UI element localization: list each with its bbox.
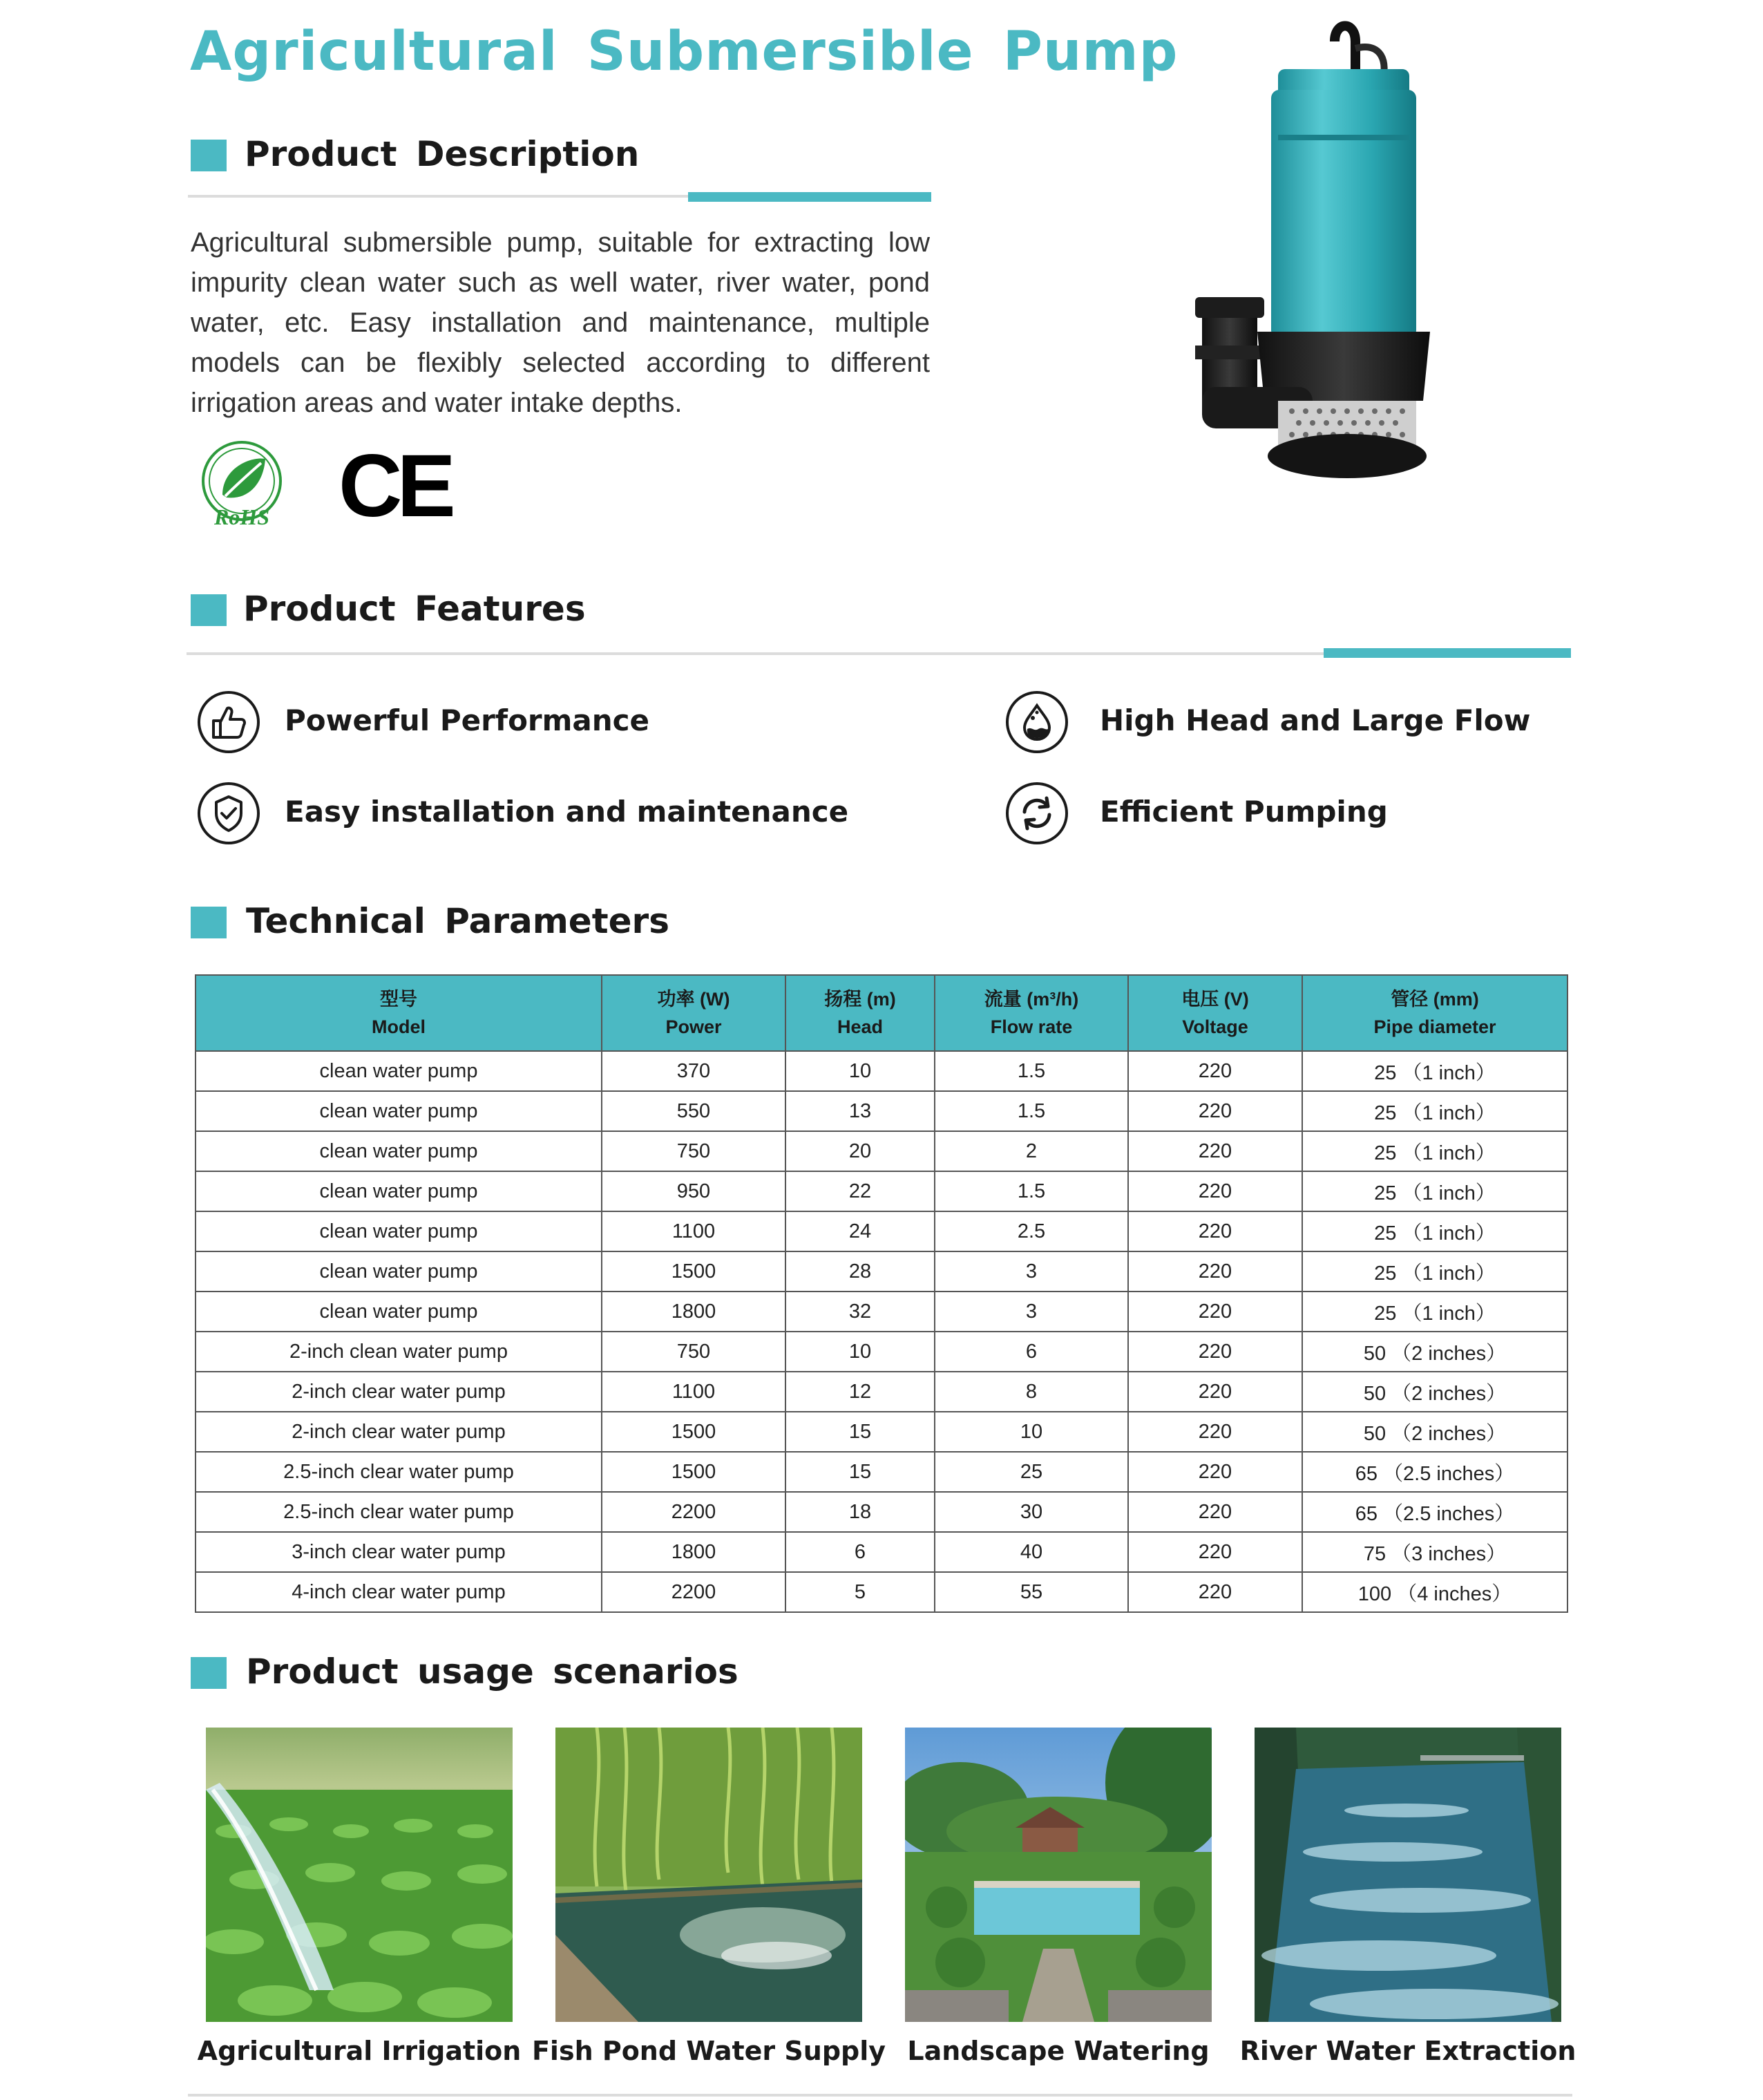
cell-voltage: 220 xyxy=(1128,1171,1302,1211)
feature-powerful-performance: Powerful Performance xyxy=(285,703,650,737)
column-header-cn: 扬程 (m) xyxy=(824,989,896,1010)
section-marker xyxy=(191,140,227,171)
ce-mark: CE xyxy=(339,437,450,536)
cell-pipe-diameter: 25 （1 inch） xyxy=(1302,1211,1567,1251)
cell-model: 2.5-inch clear water pump xyxy=(196,1492,602,1532)
cell-flow-rate: 3 xyxy=(935,1251,1128,1292)
cell-voltage: 220 xyxy=(1128,1211,1302,1251)
cell-voltage: 220 xyxy=(1128,1492,1302,1532)
cell-head: 13 xyxy=(785,1091,935,1131)
cell-head: 22 xyxy=(785,1171,935,1211)
scenario-label-fish-pond: Fish Pond Water Supply xyxy=(531,2036,886,2066)
cell-pipe-diameter: 50 （2 inches） xyxy=(1302,1372,1567,1412)
feature-high-head-large-flow: High Head and Large Flow xyxy=(1100,703,1531,737)
cell-power: 750 xyxy=(602,1131,785,1171)
water-drop-icon xyxy=(1006,691,1068,753)
cell-pipe-diameter: 25 （1 inch） xyxy=(1302,1131,1567,1171)
column-header-en: Power xyxy=(665,1016,722,1037)
scenario-image-fish-pond xyxy=(555,1728,862,2022)
cell-voltage: 220 xyxy=(1128,1251,1302,1292)
scenario-label-landscape: Landscape Watering xyxy=(907,2036,1210,2066)
cell-model: clean water pump xyxy=(196,1131,602,1171)
cell-voltage: 220 xyxy=(1128,1292,1302,1332)
cell-voltage: 220 xyxy=(1128,1452,1302,1492)
column-header-voltage xyxy=(1128,975,1302,1051)
section-marker xyxy=(191,594,227,626)
cell-pipe-diameter: 25 （1 inch） xyxy=(1302,1051,1567,1091)
rohs-text: RoHS xyxy=(213,504,270,529)
cell-head: 15 xyxy=(785,1452,935,1492)
cell-power: 1500 xyxy=(602,1412,785,1452)
rohs-badge xyxy=(195,441,289,535)
table-row xyxy=(196,1211,1567,1251)
cell-head: 10 xyxy=(785,1051,935,1091)
section-marker xyxy=(191,1657,227,1689)
table-row xyxy=(196,1251,1567,1292)
table-row xyxy=(196,1171,1567,1211)
cell-power: 1800 xyxy=(602,1292,785,1332)
feature-efficient-pumping: Efficient Pumping xyxy=(1100,795,1388,829)
cell-flow-rate: 8 xyxy=(935,1372,1128,1412)
cell-power: 750 xyxy=(602,1332,785,1372)
column-header-head xyxy=(785,975,935,1051)
cell-flow-rate: 10 xyxy=(935,1412,1128,1452)
cell-voltage: 220 xyxy=(1128,1051,1302,1091)
cell-pipe-diameter: 100 （4 inches） xyxy=(1302,1572,1567,1612)
cell-power: 1800 xyxy=(602,1532,785,1572)
cell-head: 24 xyxy=(785,1211,935,1251)
features-heading: Product Features xyxy=(243,589,586,629)
pump-product-image xyxy=(1174,14,1437,484)
column-header-en: Model xyxy=(372,1016,426,1037)
cell-voltage: 220 xyxy=(1128,1572,1302,1612)
refresh-icon xyxy=(1006,782,1068,844)
cell-power: 2200 xyxy=(602,1572,785,1612)
feature-easy-installation: Easy installation and maintenance xyxy=(285,795,849,829)
cell-model: clean water pump xyxy=(196,1051,602,1091)
column-header-flow-rate xyxy=(935,975,1128,1051)
cell-flow-rate: 25 xyxy=(935,1452,1128,1492)
cell-model: 2-inch clear water pump xyxy=(196,1372,602,1412)
table-row xyxy=(196,1131,1567,1171)
column-header-cn: 流量 (m³/h) xyxy=(984,989,1079,1010)
cell-voltage: 220 xyxy=(1128,1131,1302,1171)
scenario-image-river xyxy=(1255,1728,1561,2022)
table-header-row xyxy=(196,975,1567,1051)
scenario-image-landscape xyxy=(905,1728,1212,2022)
scenarios-heading: Product usage scenarios xyxy=(246,1652,738,1692)
table-row xyxy=(196,1332,1567,1372)
cell-voltage: 220 xyxy=(1128,1532,1302,1572)
cell-head: 15 xyxy=(785,1412,935,1452)
cell-voltage: 220 xyxy=(1128,1332,1302,1372)
cell-flow-rate: 2.5 xyxy=(935,1211,1128,1251)
cell-head: 28 xyxy=(785,1251,935,1292)
scenario-label-river: River Water Extraction xyxy=(1239,2036,1576,2066)
table-row xyxy=(196,1091,1567,1131)
cell-pipe-diameter: 50 （2 inches） xyxy=(1302,1332,1567,1372)
cell-power: 1100 xyxy=(602,1372,785,1412)
cell-model: 2.5-inch clear water pump xyxy=(196,1452,602,1492)
description-text: Agricultural submersible pump, suitable for extracting low impurity clean water such as well water, river water, pond water, etc. Easy installation and maintenance, multiple models can be flexibly selected according to different irrigation areas and water intake depths. xyxy=(191,227,930,418)
cell-flow-rate: 2 xyxy=(935,1131,1128,1171)
cell-head: 5 xyxy=(785,1572,935,1612)
cell-head: 20 xyxy=(785,1131,935,1171)
scenario-label-irrigation: Agricultural Irrigation xyxy=(197,2036,522,2066)
description-heading: Product Description xyxy=(245,134,640,174)
cell-pipe-diameter: 25 （1 inch） xyxy=(1302,1251,1567,1292)
table-row xyxy=(196,1372,1567,1412)
column-header-cn: 电压 (V) xyxy=(1181,989,1249,1010)
cell-flow-rate: 3 xyxy=(935,1292,1128,1332)
cell-power: 2200 xyxy=(602,1492,785,1532)
divider-accent xyxy=(1324,648,1571,658)
table-row xyxy=(196,1572,1567,1612)
cell-flow-rate: 1.5 xyxy=(935,1171,1128,1211)
cell-model: 2-inch clean water pump xyxy=(196,1332,602,1372)
cell-pipe-diameter: 75 （3 inches） xyxy=(1302,1532,1567,1572)
cell-voltage: 220 xyxy=(1128,1091,1302,1131)
column-header-en: Flow rate xyxy=(990,1016,1073,1037)
table-row xyxy=(196,1492,1567,1532)
cell-flow-rate: 1.5 xyxy=(935,1091,1128,1131)
cell-head: 18 xyxy=(785,1492,935,1532)
column-header-pipe-diameter xyxy=(1302,975,1567,1051)
cell-pipe-diameter: 25 （1 inch） xyxy=(1302,1171,1567,1211)
table-row xyxy=(196,1452,1567,1492)
scenario-image-irrigation xyxy=(206,1728,513,2022)
cell-model: clean water pump xyxy=(196,1251,602,1292)
cell-voltage: 220 xyxy=(1128,1372,1302,1412)
cell-power: 550 xyxy=(602,1091,785,1131)
shield-check-icon xyxy=(198,782,260,844)
cell-model: clean water pump xyxy=(196,1211,602,1251)
thumbs-up-icon xyxy=(198,691,260,753)
table-row xyxy=(196,1292,1567,1332)
column-header-cn: 管径 (mm) xyxy=(1391,989,1479,1010)
column-header-en: Head xyxy=(837,1016,884,1037)
cell-power: 370 xyxy=(602,1051,785,1091)
cell-model: 3-inch clear water pump xyxy=(196,1532,602,1572)
column-header-en: Pipe diameter xyxy=(1373,1016,1496,1037)
cell-pipe-diameter: 25 （1 inch） xyxy=(1302,1091,1567,1131)
cell-pipe-diameter: 65 （2.5 inches） xyxy=(1302,1452,1567,1492)
cell-model: clean water pump xyxy=(196,1171,602,1211)
cell-flow-rate: 30 xyxy=(935,1492,1128,1532)
cell-power: 1100 xyxy=(602,1211,785,1251)
column-header-en: Voltage xyxy=(1182,1016,1248,1037)
cell-flow-rate: 40 xyxy=(935,1532,1128,1572)
cell-model: 2-inch clear water pump xyxy=(196,1412,602,1452)
column-header-power xyxy=(602,975,785,1051)
cell-model: 4-inch clear water pump xyxy=(196,1572,602,1612)
cell-power: 1500 xyxy=(602,1251,785,1292)
cell-flow-rate: 6 xyxy=(935,1332,1128,1372)
cell-power: 950 xyxy=(602,1171,785,1211)
cell-pipe-diameter: 50 （2 inches） xyxy=(1302,1412,1567,1452)
table-row xyxy=(196,1412,1567,1452)
column-header-cn: 型号 xyxy=(380,989,417,1010)
cell-pipe-diameter: 25 （1 inch） xyxy=(1302,1292,1567,1332)
page-title: Agricultural Submersible Pump xyxy=(190,21,1179,83)
parameters-table xyxy=(195,974,1568,1613)
divider-accent xyxy=(688,192,931,202)
cell-power: 1500 xyxy=(602,1452,785,1492)
cell-head: 12 xyxy=(785,1372,935,1412)
table-row xyxy=(196,1051,1567,1091)
column-header-model xyxy=(196,975,602,1051)
divider xyxy=(188,2094,1572,2097)
parameters-heading: Technical Parameters xyxy=(246,901,669,941)
cell-flow-rate: 55 xyxy=(935,1572,1128,1612)
cell-head: 10 xyxy=(785,1332,935,1372)
cell-head: 32 xyxy=(785,1292,935,1332)
cell-head: 6 xyxy=(785,1532,935,1572)
cell-voltage: 220 xyxy=(1128,1412,1302,1452)
cell-model: clean water pump xyxy=(196,1091,602,1131)
column-header-cn: 功率 (W) xyxy=(657,989,730,1010)
cell-flow-rate: 1.5 xyxy=(935,1051,1128,1091)
section-marker xyxy=(191,907,227,938)
table-row xyxy=(196,1532,1567,1572)
cell-model: clean water pump xyxy=(196,1292,602,1332)
cell-pipe-diameter: 65 （2.5 inches） xyxy=(1302,1492,1567,1532)
